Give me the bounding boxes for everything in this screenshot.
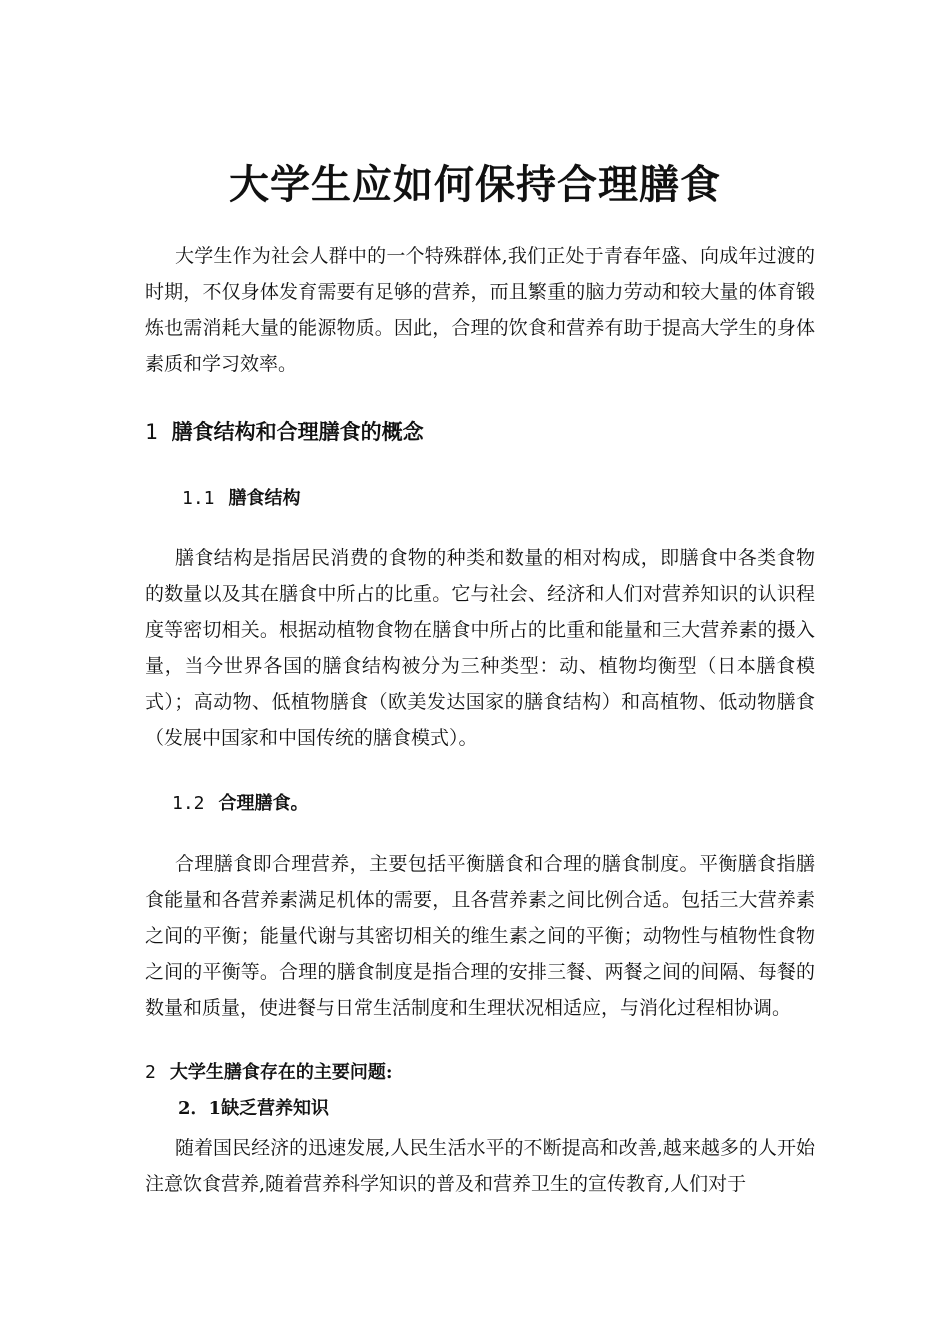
section-2-number: 2	[145, 1062, 156, 1083]
intro-paragraph: 大学生作为社会人群中的一个特殊群体,我们正处于青春年盛、向成年过渡的时期，不仅身体发育需要有足够的营养，而且繁重的脑力劳动和较大量的体育锻炼也需消耗大量的能源物质。因此，合理的饮食和营养有助于提高大学生的身体素质和学习效率。	[145, 245, 815, 375]
section-1-heading	[145, 416, 424, 448]
subsection-1-1-paragraph: 膳食结构是指居民消费的食物的种类和数量的相对构成，即膳食中各类食物的数量以及其在膳食中所占的比重。它与社会、经济和人们对营养知识的认识程度等密切相关。根据动植物食物在膳食中所占的比重和能量和三大营养素的摄入量，当今世界各国的膳食结构被分为三种类型：动、植物均衡型（日本膳食模式）；高动物、低植物膳食（欧美发达国家的膳食结构）和高植物、低动物膳食（发展中国家和中国传统的膳食模式）。	[145, 547, 815, 749]
subsection-1-2-number: 1.2	[172, 793, 205, 814]
subsection-2-1-paragraph: 随着国民经济的迅速发展,人民生活水平的不断提高和改善,越来越多的人开始注意饮食营养,随着营养科学知识的普及和营养卫生的宣传教育,人们对于	[145, 1137, 815, 1195]
subsection-1-1-title: 膳食结构	[228, 488, 301, 509]
subsection-1-2-heading	[172, 789, 309, 819]
subsection-1-2-paragraph: 合理膳食即合理营养，主要包括平衡膳食和合理的膳食制度。平衡膳食指膳食能量和各营养素满足机体的需要，且各营养素之间比例合适。包括三大营养素之间的平衡；能量代谢与其密切相关的维生素之间的平衡；动物性与植物性食物之间的平衡等。合理的膳食制度是指合理的安排三餐、两餐之间的间隔、每餐的数量和质量，使进餐与日常生活制度和生理状况相适应，与消化过程相协调。	[145, 853, 815, 1019]
subsection-2-1-number: 2．1	[178, 1098, 222, 1119]
section-1-number: 1	[145, 420, 158, 444]
section-2-heading	[145, 1058, 393, 1088]
subsection-1-1-heading	[182, 484, 301, 514]
subsection-1-2-title: 合理膳食。	[218, 793, 309, 814]
subsection-1-1-number: 1.1	[182, 488, 215, 509]
document-title: 大学生应如何保持合理膳食	[229, 160, 721, 208]
section-1-title: 膳食结构和合理膳食的概念	[171, 419, 424, 444]
section-2-title: 大学生膳食存在的主要问题:	[169, 1062, 393, 1083]
subsection-2-1-heading	[178, 1094, 329, 1124]
subsection-2-1-title: 缺乏营养知识	[221, 1098, 330, 1119]
